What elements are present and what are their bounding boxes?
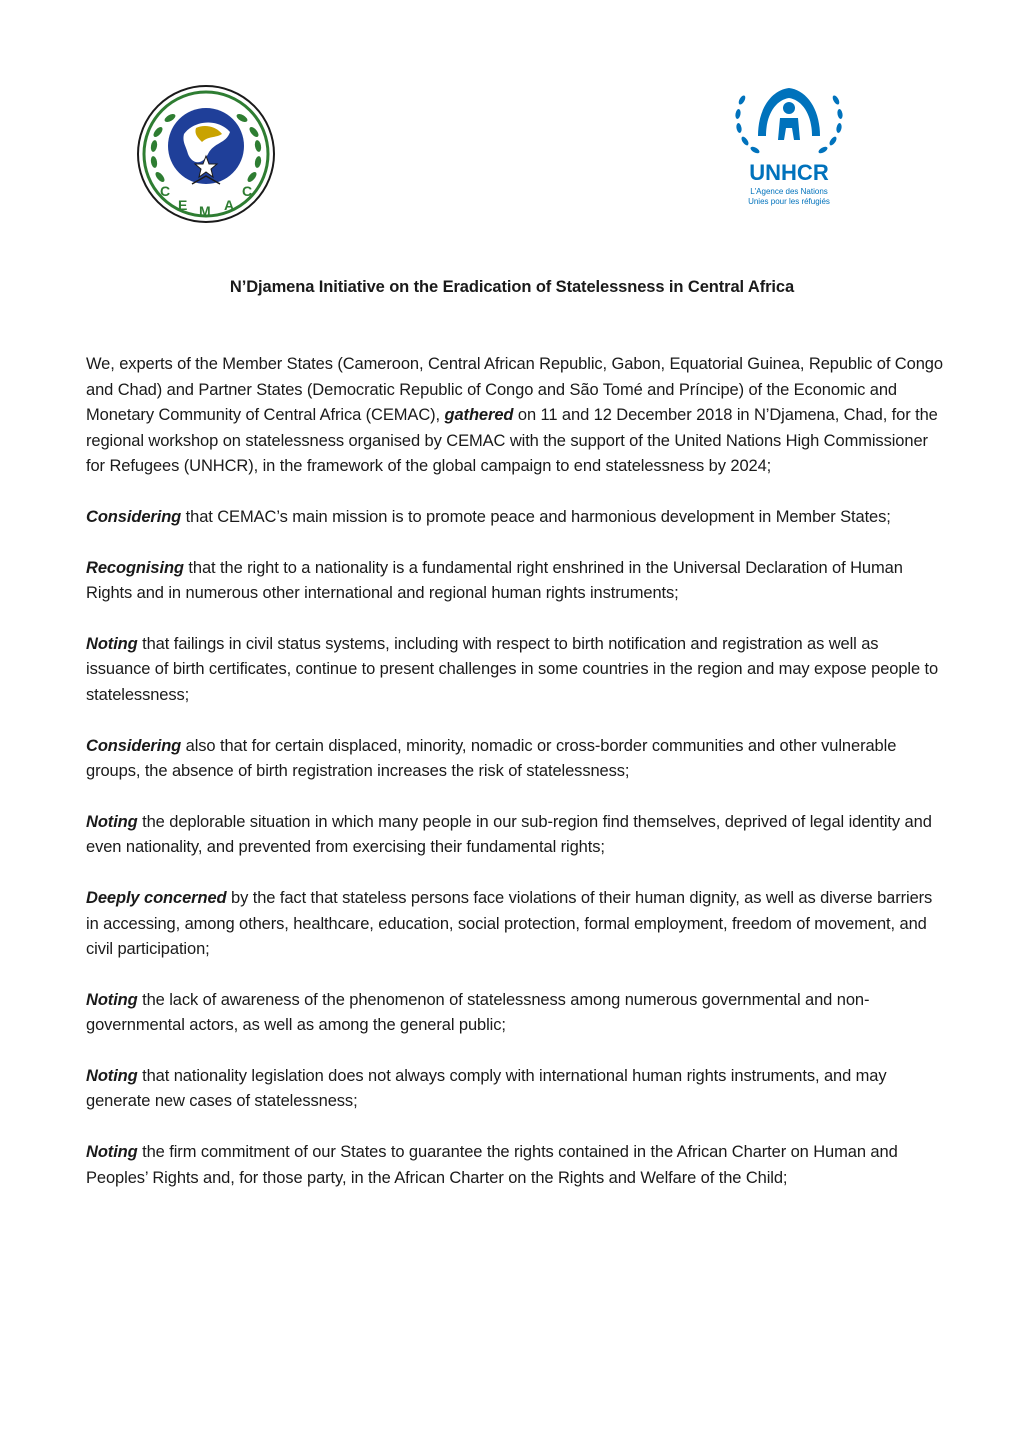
paragraph-text: We, experts of the Member States (Cameroon, Central African Republic, Gabon, Equatorial Guinea, Republic of Congo and Chad) and Partner States (Democratic Republic of Congo and São Tomé and Príncipe) of the Economic and Monetary Community of Central Africa (CEMAC), <box>86 355 943 425</box>
unhcr-subtitle-1: L'Agence des Nations <box>750 187 828 196</box>
unhcr-logo <box>728 78 850 210</box>
svg-text:C: C <box>242 183 253 199</box>
paragraph <box>86 734 946 785</box>
paragraph-text: that CEMAC’s main mission is to promote peace and harmonious development in Member States; <box>181 507 891 526</box>
paragraph <box>86 1140 946 1191</box>
paragraph <box>86 556 946 607</box>
paragraph-text: the firm commitment of our States to guarantee the rights contained in the African Charter on Human and Peoples’ Rights and, for those party, in the African Charter on the Rights and Welfare of the Child; <box>86 1143 898 1187</box>
paragraph-keyword: Noting <box>86 1143 138 1162</box>
paragraph-text: that failings in civil status systems, including with respect to birth notification and registration as well as issuance of birth certificates, continue to present challenges in some countries in the region and may expose people to statelessness; <box>86 634 939 704</box>
svg-text:C: C <box>160 183 171 199</box>
svg-text:M: M <box>199 203 211 219</box>
paragraph-keyword: Considering <box>86 507 182 526</box>
paragraph-keyword: gathered <box>444 406 514 425</box>
paragraph-keyword: Recognising <box>86 558 184 577</box>
paragraph-keyword: Noting <box>86 812 138 831</box>
paragraph-keyword: Noting <box>86 990 138 1009</box>
cemac-logo <box>136 84 276 224</box>
paragraph-text: the deplorable situation in which many people in our sub-region find themselves, deprived of legal identity and even nationality, and prevented from exercising their fundamental rights; <box>86 812 932 857</box>
paragraph <box>86 1064 946 1115</box>
paragraph-keyword: Noting <box>86 634 138 653</box>
document-title: N’Djamena Initiative on the Eradication of Statelessness in Central Africa <box>229 278 795 296</box>
paragraph <box>86 632 946 709</box>
paragraph-text: that the right to a nationality is a fundamental right enshrined in the Universal Declaration of Human Rights and in numerous other international and regional human rights instruments; <box>86 558 903 603</box>
document-body <box>86 352 946 1216</box>
paragraph-text: that nationality legislation does not always comply with international human rights instruments, and may generate new cases of statelessness; <box>86 1066 887 1111</box>
paragraph-text-tail: on 11 and 12 December 2018 in N’Djamena, Chad, for the regional workshop on statelessness organised by CEMAC with the support of the United Nations High Commissioner for Refugees (UNHCR), in the framework of the global campaign to end statelessness by 2024; <box>86 406 938 476</box>
paragraph-keyword: Noting <box>86 1066 138 1085</box>
paragraph-keyword: Deeply concerned <box>86 888 227 907</box>
paragraph <box>86 505 946 531</box>
paragraph-text: by the fact that stateless persons face violations of their human dignity, as well as diverse barriers in accessing, among others, healthcare, education, social protection, formal employment, freedom of movement, and civil participation; <box>86 888 933 959</box>
paragraph-preamble <box>86 352 946 480</box>
paragraph-text: also that for certain displaced, minority, nomadic or cross-border communities and other vulnerable groups, the absence of birth registration increases the risk of statelessness; <box>86 736 897 781</box>
unhcr-wordmark: UNHCR <box>749 160 829 185</box>
paragraph <box>86 886 946 963</box>
paragraph <box>86 988 946 1039</box>
paragraph-keyword: Considering <box>86 736 182 755</box>
svg-text:E: E <box>178 197 188 213</box>
paragraph <box>86 810 946 861</box>
unhcr-subtitle-2: Unies pour les réfugiés <box>748 197 830 206</box>
svg-text:A: A <box>224 197 235 213</box>
paragraph-text: the lack of awareness of the phenomenon of statelessness among numerous governmental and non-governmental actors, as well as among the general public; <box>86 990 870 1035</box>
